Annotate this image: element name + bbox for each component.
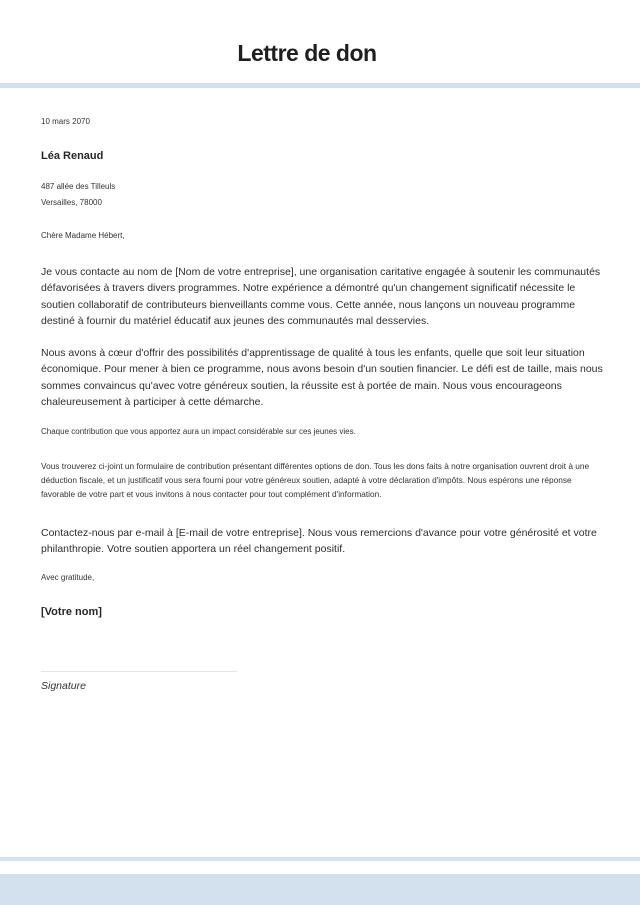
footer-divider-line [0,857,640,861]
body-paragraph-1: Je vous contacte au nom de [Nom de votre entreprise], une organisation caritative engagée à soutenir les communautés défavorisées à travers divers programmes. Notre expérience a démontré qu'un changement significatif nécessite le soutien collaboratif de contributeurs bienveillants comme vous. Cette année, nous lançons un nouveau programme destiné à fournir du matériel éducatif aux jeunes des communautés mal desservies. [41,266,601,327]
signer-name: [Votre nom] [41,606,102,618]
signature-line [41,671,237,672]
body-paragraph-2: Nous avons à cœur d'offrir des possibilités d'apprentissage de qualité à tous les enfants, quelle que soit leur situation économique. Pour mener à bien ce programme, nous avons besoin d'un soutien financier. Le défi est de taille, mais nous sommes convaincus qu'avec votre généreux soutien, la réussite est à portée de main. Nous vous encourageons chaleureusement à participer à cette démarche. [41,347,603,408]
closing-line: Avec gratitude, [41,573,95,582]
sender-address-line2: Versailles, 78000 [41,198,102,207]
sender-name: Léa Renaud [41,150,104,162]
body-paragraph-5: Contactez-nous par e-mail à [E-mail de votre entreprise]. Nous vous remercions d'avance pour votre générosité et votre philanthropie. Votre soutien apportera un réel changement positif. [41,527,597,556]
signature-label: Signature [41,680,86,692]
footer-band [0,874,640,905]
salutation: Chère Madame Hébert, [41,231,125,240]
letter-date: 10 mars 2070 [41,117,90,126]
body-paragraph-4: Vous trouverez ci-joint un formulaire de contribution présentant différentes options de don. Tous les dons faits à notre organisation ouvrent droit à une déduction fiscale, et un justificatif vous sera fourni pour votre généreux soutien, adapté à votre déclaration d'impôts. Nous espérons une réponse favorable de votre part et vous invitons à nous contacter pour tout complément d'information. [41,461,590,499]
body-paragraph-3: Chaque contribution que vous apportez aura un impact considérable sur ces jeunes vies. [41,427,356,436]
letter-title: Lettre de don [237,40,377,66]
sender-address-line1: 487 allée des Tilleuls [41,182,116,191]
header-divider-band [0,83,640,88]
